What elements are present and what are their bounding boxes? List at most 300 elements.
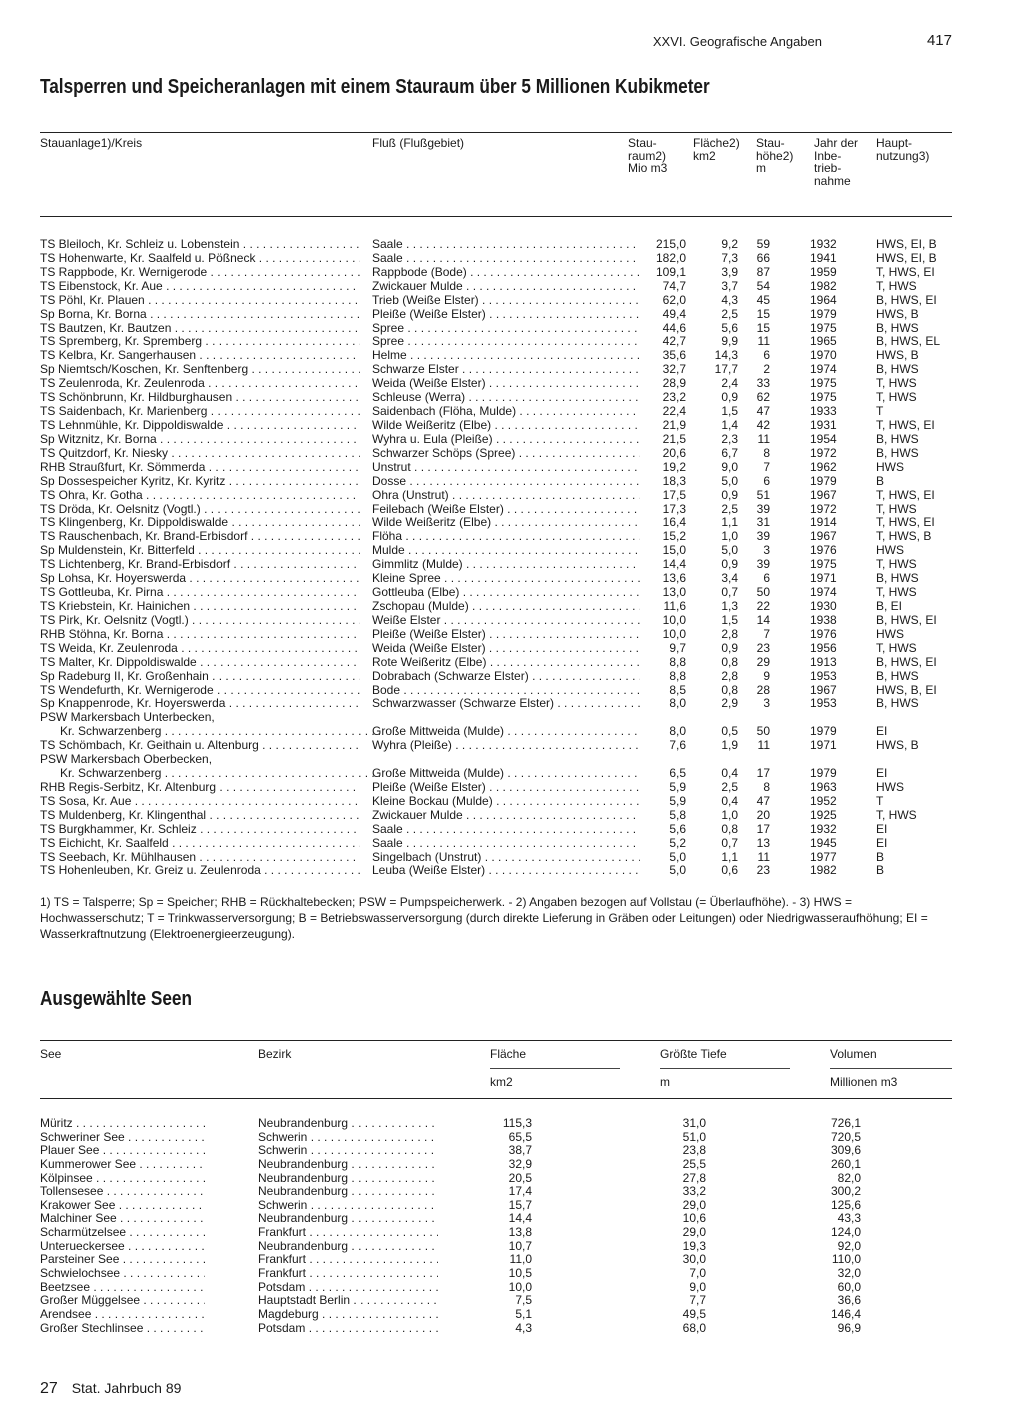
cell-area: 2,4 xyxy=(721,376,738,391)
table-row xyxy=(40,1280,940,1294)
page-footer xyxy=(40,1380,181,1398)
cell-year: 1953 xyxy=(810,696,837,711)
cell-station: Sp Muldenstein, Kr. Bitterfeld . . . xyxy=(40,543,360,557)
cell-year: 1933 xyxy=(810,404,837,419)
page-number: 417 xyxy=(926,32,952,49)
cell-height: 8 xyxy=(763,445,770,460)
cell-area: 17,7 xyxy=(714,362,738,377)
cell-volume: 32,0 xyxy=(837,1266,861,1281)
cell-volume: 43,3 xyxy=(837,1211,861,1226)
table-row xyxy=(40,279,952,293)
table-row xyxy=(40,1307,940,1321)
table-row xyxy=(40,710,952,724)
cell-river: Mulde . . . xyxy=(372,543,640,557)
cell-year: 1967 xyxy=(810,682,837,697)
cell-volume: 96,9 xyxy=(837,1320,861,1335)
table-row xyxy=(40,641,952,655)
cell-volume: 17,5 xyxy=(662,487,686,502)
cell-district: Frankfurt . . . xyxy=(258,1225,438,1239)
cell-volume: 8,5 xyxy=(669,682,686,697)
cell-lake: Kölpinsee . . . xyxy=(40,1171,205,1185)
cell-use: T xyxy=(876,793,884,808)
cell-volume: 15,2 xyxy=(662,529,686,544)
table-row xyxy=(40,488,952,502)
cell-volume: 5,8 xyxy=(669,807,686,822)
cell-station: TS Zeulenroda, Kr. Zeulenroda . . . xyxy=(40,376,360,390)
cell-volume: 15,0 xyxy=(662,543,686,558)
cell-height: 62 xyxy=(756,390,770,405)
cell-use: B, HWS, EI xyxy=(876,654,937,669)
cell-station: TS Malter, Kr. Dippoldiswalde . . . xyxy=(40,655,360,669)
cell-area: 9,0 xyxy=(721,459,738,474)
cell-volume: 62,0 xyxy=(662,292,686,307)
cell-volume: 44,6 xyxy=(662,320,686,335)
cell-height: 23 xyxy=(756,863,770,878)
cell-river: Gottleuba (Elbe) . . . xyxy=(372,585,640,599)
cell-area: 2,9 xyxy=(721,696,738,711)
cell-area: 14,4 xyxy=(508,1211,532,1226)
cell-lake: Kummerower See . . . xyxy=(40,1157,205,1171)
cell-volume: 14,4 xyxy=(662,557,686,572)
table-row xyxy=(40,1293,940,1307)
volume-line: raum2) xyxy=(628,148,667,163)
cell-use: EI xyxy=(876,835,888,850)
cell-height: 11 xyxy=(757,738,770,753)
cell-district: Schwerin . . . xyxy=(258,1198,438,1212)
unit-volume: Millionen m3 xyxy=(830,1075,898,1089)
cell-volume: 726,1 xyxy=(830,1116,861,1130)
unit-depth: m xyxy=(660,1075,670,1089)
cell-volume: 182,0 xyxy=(655,250,686,265)
lakes-table-body xyxy=(40,1116,940,1334)
cell-station: TS Bleiloch, Kr. Schleiz u. Lobenstein . . . xyxy=(40,237,360,251)
cell-use: B, HWS, EI xyxy=(876,292,937,307)
cell-station: TS Kriebstein, Kr. Hainichen . . . xyxy=(40,599,360,613)
year-line: Jahr der xyxy=(814,136,859,150)
col-header-area xyxy=(693,137,740,162)
cell-station: TS Wendefurth, Kr. Wernigerode . . . xyxy=(40,683,360,697)
table-row xyxy=(40,404,952,418)
table-row xyxy=(40,794,952,808)
cell-station: TS Quitzdorf, Kr. Niesky . . . xyxy=(40,446,360,460)
cell-area: 32,9 xyxy=(508,1156,532,1171)
cell-use: HWS, EI, B xyxy=(876,250,937,265)
cell-volume: 125,6 xyxy=(830,1197,861,1212)
cell-height: 2 xyxy=(763,362,770,377)
cell-district: Schwerin . . . xyxy=(258,1130,438,1144)
cell-use: T, HWS, B xyxy=(876,529,932,544)
cell-year: 1976 xyxy=(810,626,837,641)
cell-height: 39 xyxy=(756,529,770,544)
cell-volume: 6,5 xyxy=(669,766,686,781)
cell-year: 1979 xyxy=(810,306,837,321)
cell-area: 1,1 xyxy=(721,849,738,864)
cell-river: Spree . . . xyxy=(372,334,640,348)
table-row xyxy=(40,529,952,543)
unit-rule-area xyxy=(490,1068,620,1069)
cell-volume: 21,9 xyxy=(662,417,686,432)
cell-area: 2,5 xyxy=(721,306,738,321)
cell-area: 11,0 xyxy=(509,1252,532,1267)
cell-volume: 260,1 xyxy=(830,1156,861,1171)
cell-area: 0,9 xyxy=(721,390,738,405)
cell-use: T xyxy=(876,404,884,419)
cell-area: 3,4 xyxy=(721,571,738,586)
cell-river: Wilde Weißeritz (Elbe) . . . xyxy=(372,418,640,432)
cell-river: Saidenbach (Flöha, Mulde) . . . xyxy=(372,404,640,418)
cell-area: 4,3 xyxy=(515,1320,532,1335)
cell-volume: 109,1 xyxy=(655,264,686,279)
cell-height: 11 xyxy=(757,334,770,349)
table-row xyxy=(40,822,952,836)
cell-height: 42 xyxy=(756,417,770,432)
cell-district: Neubrandenburg . . . xyxy=(258,1171,438,1185)
cell-use: HWS, B xyxy=(876,348,919,363)
cell-volume: 5,0 xyxy=(669,863,686,878)
cell-use: HWS xyxy=(876,543,904,558)
area-line: km2 xyxy=(693,148,716,163)
height-line: Stau- xyxy=(756,136,785,150)
cell-station: TS Sosa, Kr. Aue . . . xyxy=(40,794,360,808)
cell-area: 1,1 xyxy=(721,515,738,530)
cell-height: 29 xyxy=(756,654,770,669)
table-row xyxy=(40,1239,940,1253)
cell-year: 1971 xyxy=(810,738,837,753)
cell-area: 1,9 xyxy=(721,738,738,753)
cell-depth: 29,0 xyxy=(682,1197,706,1212)
cell-height: 15 xyxy=(756,306,770,321)
cell-use: HWS xyxy=(876,626,904,641)
cell-volume: 5,0 xyxy=(669,849,686,864)
cell-area: 38,7 xyxy=(508,1143,532,1158)
cell-volume: 21,5 xyxy=(662,431,686,446)
cell-river: Weida (Weiße Elster) . . . xyxy=(372,641,640,655)
cell-depth: 23,8 xyxy=(682,1143,706,1158)
cell-station: TS Eichicht, Kr. Saalfeld . . . xyxy=(40,836,360,850)
cell-area: 10,5 xyxy=(508,1266,532,1281)
reservoirs-table-title: Talsperren und Speicheranlagen mit einem Stauraum über 5 Millionen Kubikmeter xyxy=(40,76,710,98)
cell-river: Dobrabach (Schwarze Elster) . . . xyxy=(372,669,640,683)
cell-station: TS Weida, Kr. Zeulenroda . . . xyxy=(40,641,360,655)
cell-station: RHB Straußfurt, Kr. Sömmerda . . . xyxy=(40,460,360,474)
cell-river: Wyhra u. Eula (Pleiße) . . . xyxy=(372,432,640,446)
cell-height: 14 xyxy=(756,612,770,627)
cell-height: 7 xyxy=(763,626,770,641)
cell-river: Unstrut . . . xyxy=(372,460,640,474)
cell-depth: 25,5 xyxy=(682,1156,706,1171)
height-line: m xyxy=(756,161,766,175)
cell-area: 5,0 xyxy=(721,473,738,488)
cell-year: 1945 xyxy=(810,835,837,850)
cell-height: 66 xyxy=(756,250,770,265)
cell-volume: 215,0 xyxy=(655,237,686,251)
cell-river: Pleiße (Weiße Elster) . . . xyxy=(372,307,640,321)
table-row xyxy=(40,1116,940,1130)
cell-river: Saale . . . xyxy=(372,237,640,251)
cell-station: Sp Niemtsch/Koschen, Kr. Senftenberg . . . xyxy=(40,362,360,376)
cell-station: Sp Lohsa, Kr. Hoyerswerda . . . xyxy=(40,571,360,585)
cell-volume: 5,2 xyxy=(669,835,686,850)
cell-height: 51 xyxy=(756,487,770,502)
cell-lake: Großer Stechlinsee . . . xyxy=(40,1321,205,1335)
cell-height: 39 xyxy=(756,557,770,572)
cell-year: 1963 xyxy=(810,779,837,794)
cell-volume: 92,0 xyxy=(837,1238,861,1253)
cell-height: 8 xyxy=(763,779,770,794)
cell-station: RHB Stöhna, Kr. Borna . . . xyxy=(40,627,360,641)
cell-area: 1,5 xyxy=(721,612,738,627)
table-row xyxy=(40,613,952,627)
cell-volume: 32,7 xyxy=(662,362,686,377)
cell-volume: 10,0 xyxy=(662,612,686,627)
cell-river: Große Mittweida (Mulde) . . . xyxy=(372,724,640,738)
col-header-lake: See xyxy=(40,1047,62,1061)
cell-area: 3,7 xyxy=(721,278,738,293)
cell-station: TS Lichtenberg, Kr. Brand-Erbisdorf . . . xyxy=(40,557,360,571)
cell-river: Zwickauer Mulde . . . xyxy=(372,279,640,293)
reservoirs-table-body xyxy=(40,237,952,877)
cell-use: HWS, B xyxy=(876,738,919,753)
cell-use: B, HWS, EI xyxy=(876,612,937,627)
cell-river: Große Mittweida (Mulde) . . . xyxy=(372,766,640,780)
cell-station: TS Klingenberg, Kr. Dippoldiswalde . . . xyxy=(40,515,360,529)
cell-river: Singelbach (Unstrut) . . . xyxy=(372,850,640,864)
cell-station: TS Hohenleuben, Kr. Greiz u. Zeulenroda . . . xyxy=(40,863,360,877)
table-row xyxy=(40,585,952,599)
cell-area: 10,7 xyxy=(508,1238,532,1253)
cell-district: Magdeburg . . . xyxy=(258,1307,438,1321)
cell-use: EI xyxy=(876,724,888,739)
cell-year: 1913 xyxy=(810,654,837,669)
cell-use: B, HWS xyxy=(876,320,919,335)
cell-use: T, HWS xyxy=(876,640,917,655)
cell-volume: 28,9 xyxy=(662,376,686,391)
cell-volume: 10,0 xyxy=(662,626,686,641)
cell-district: Neubrandenburg . . . xyxy=(258,1157,438,1171)
cell-year: 1959 xyxy=(810,264,837,279)
cell-river: Flöha . . . xyxy=(372,529,640,543)
cell-height: 9 xyxy=(763,668,770,683)
col-header-lake-volume: Volumen xyxy=(830,1047,877,1061)
cell-use: B xyxy=(876,849,885,864)
cell-area: 0,4 xyxy=(721,793,738,808)
table-row xyxy=(40,515,952,529)
cell-area: 0,6 xyxy=(721,863,738,878)
table-row xyxy=(40,1252,940,1266)
cell-year: 1931 xyxy=(810,417,837,432)
cell-district: Neubrandenburg . . . xyxy=(258,1116,438,1130)
table-row xyxy=(40,808,952,822)
cell-depth: 68,0 xyxy=(682,1320,706,1335)
cell-year: 1932 xyxy=(810,821,837,836)
cell-year: 1914 xyxy=(810,515,837,530)
col-header-lake-depth: Größte Tiefe xyxy=(660,1047,727,1061)
cell-lake: Malchiner See . . . xyxy=(40,1211,205,1225)
footer-source: Stat. Jahrbuch 89 xyxy=(71,1380,182,1396)
cell-depth: 29,0 xyxy=(682,1225,706,1240)
cell-area: 3,9 xyxy=(721,264,738,279)
cell-volume: 5,6 xyxy=(669,821,686,836)
cell-use: B, EI xyxy=(876,598,903,613)
cell-river: Schwarzer Schöps (Spree) . . . xyxy=(372,446,640,460)
year-line: nahme xyxy=(814,173,851,188)
cell-district: Frankfurt . . . xyxy=(258,1266,438,1280)
year-line: trieb- xyxy=(814,161,842,175)
table-row xyxy=(40,418,952,432)
table-row xyxy=(40,251,952,265)
cell-area: 0,9 xyxy=(721,557,738,572)
cell-area: 0,4 xyxy=(721,766,738,781)
cell-station: Kr. Schwarzenberg . . . xyxy=(60,724,380,738)
cell-year: 1971 xyxy=(810,571,837,586)
col-header-volume xyxy=(628,137,667,175)
cell-area: 2,3 xyxy=(721,431,738,446)
cell-height: 6 xyxy=(763,473,770,488)
cell-height: 15 xyxy=(756,320,770,335)
cell-area: 0,9 xyxy=(721,487,738,502)
cell-use: B, HWS xyxy=(876,445,919,460)
use-line: nutzung3) xyxy=(876,148,930,163)
cell-use: T, HWS xyxy=(876,278,917,293)
cell-year: 1954 xyxy=(810,431,837,446)
volume-line: Mio m3 xyxy=(628,161,668,175)
cell-area: 0,7 xyxy=(721,585,738,600)
cell-station: TS Schönbrunn, Kr. Hildburghausen . . . xyxy=(40,390,360,404)
cell-area: 1,0 xyxy=(721,807,738,822)
cell-area: 9,2 xyxy=(721,237,738,251)
cell-district: Neubrandenburg . . . xyxy=(258,1184,438,1198)
cell-use: HWS, EI, B xyxy=(876,237,937,251)
cell-station: TS Dröda, Kr. Oelsnitz (Vogtl.) . . . xyxy=(40,502,360,516)
cell-volume: 17,3 xyxy=(662,501,686,516)
cell-station: TS Ohra, Kr. Gotha . . . xyxy=(40,488,360,502)
cell-river: Spree . . . xyxy=(372,321,640,335)
cell-district: Potsdam . . . xyxy=(258,1321,438,1335)
cell-year: 1930 xyxy=(810,598,837,613)
col-header-station: Stauanlage1)/Kreis xyxy=(40,136,143,150)
cell-year: 1977 xyxy=(810,849,837,864)
cell-year: 1982 xyxy=(810,863,837,878)
cell-district: Hauptstadt Berlin . . . xyxy=(258,1293,438,1307)
cell-height: 6 xyxy=(763,571,770,586)
cell-river: Wilde Weißeritz (Elbe) . . . xyxy=(372,515,640,529)
col-header-district: Bezirk xyxy=(258,1047,292,1061)
table-row xyxy=(40,696,952,710)
lakes-table-title: Ausgewählte Seen xyxy=(40,988,192,1010)
cell-volume: 720,5 xyxy=(830,1129,861,1144)
cell-station: TS Muldenberg, Kr. Klingenthal . . . xyxy=(40,808,360,822)
cell-river: Kleine Spree . . . xyxy=(372,571,640,585)
table-row xyxy=(40,1171,940,1185)
cell-year: 1941 xyxy=(810,250,837,265)
cell-height: 7 xyxy=(763,459,770,474)
area-line: Fläche2) xyxy=(693,136,740,150)
cell-year: 1982 xyxy=(810,278,837,293)
cell-station: TS Spremberg, Kr. Spremberg . . . xyxy=(40,334,360,348)
cell-use: T, HWS xyxy=(876,807,917,822)
cell-use: B, HWS xyxy=(876,431,919,446)
cell-station: TS Hohenwarte, Kr. Saalfeld u. Pößneck . . . xyxy=(40,251,360,265)
cell-use: T, HWS xyxy=(876,501,917,516)
cell-height: 17 xyxy=(756,766,770,781)
cell-year: 1972 xyxy=(810,501,837,516)
table-row xyxy=(40,265,952,279)
cell-area: 7,5 xyxy=(515,1293,532,1308)
cell-river: Schwarzwasser (Schwarze Elster) . . . xyxy=(372,696,640,710)
cell-lake: Schweriner See . . . xyxy=(40,1130,205,1144)
cell-use: HWS, B, EI xyxy=(876,682,937,697)
table-row xyxy=(40,599,952,613)
cell-river: Saale . . . xyxy=(372,822,640,836)
chapter-title: XXVI. Geografische Angaben xyxy=(652,34,822,49)
table-row xyxy=(40,432,952,446)
cell-use: T, HWS xyxy=(876,585,917,600)
cell-height: 6 xyxy=(763,348,770,363)
running-header xyxy=(40,32,952,52)
cell-station: TS Rappbode, Kr. Wernigerode . . . xyxy=(40,265,360,279)
year-line: Inbe- xyxy=(814,148,842,163)
cell-area: 0,8 xyxy=(721,654,738,669)
cell-station: Sp Radeburg II, Kr. Großenhain . . . xyxy=(40,669,360,683)
table-row xyxy=(40,307,952,321)
cell-use: T, HWS xyxy=(876,557,917,572)
cell-station: TS Saidenbach, Kr. Marienberg . . . xyxy=(40,404,360,418)
cell-area: 6,7 xyxy=(721,445,738,460)
cell-station: TS Pirk, Kr. Oelsnitz (Vogtl.) . . . xyxy=(40,613,360,627)
cell-year: 1967 xyxy=(810,487,837,502)
cell-station: TS Seebach, Kr. Mühlhausen . . . xyxy=(40,850,360,864)
cell-district: Potsdam . . . xyxy=(258,1280,438,1294)
cell-volume: 22,4 xyxy=(662,404,686,419)
table-row xyxy=(40,237,952,251)
cell-volume: 11,6 xyxy=(663,598,686,613)
table-row xyxy=(40,1143,940,1157)
cell-year: 1965 xyxy=(810,334,837,349)
table-row xyxy=(40,683,952,697)
cell-area: 2,5 xyxy=(721,501,738,516)
cell-lake: Arendsee . . . xyxy=(40,1307,205,1321)
cell-depth: 7,0 xyxy=(689,1266,706,1281)
cell-height: 17 xyxy=(756,821,770,836)
cell-year: 1974 xyxy=(810,362,837,377)
cell-depth: 27,8 xyxy=(682,1170,706,1185)
cell-area: 2,5 xyxy=(721,779,738,794)
cell-volume: 5,9 xyxy=(669,779,686,794)
table-row xyxy=(40,321,952,335)
cell-river: Pleiße (Weiße Elster) . . . xyxy=(372,627,640,641)
cell-area: 0,8 xyxy=(721,682,738,697)
cell-height: 22 xyxy=(756,598,770,613)
cell-river: Rote Weißeritz (Elbe) . . . xyxy=(372,655,640,669)
cell-year: 1972 xyxy=(810,445,837,460)
table1-header-rule xyxy=(40,216,952,217)
cell-river: Saale . . . xyxy=(372,251,640,265)
col-header-lake-area: Fläche xyxy=(490,1047,527,1061)
cell-volume: 35,6 xyxy=(662,348,686,363)
cell-volume: 309,6 xyxy=(830,1143,861,1158)
cell-use: T, HWS, EI xyxy=(876,417,935,432)
cell-year: 1967 xyxy=(810,529,837,544)
cell-year: 1925 xyxy=(810,807,837,822)
cell-year: 1975 xyxy=(810,376,837,391)
cell-use: B, HWS xyxy=(876,668,919,683)
table-row xyxy=(40,1184,940,1198)
cell-area: 20,5 xyxy=(508,1170,532,1185)
cell-volume: 16,4 xyxy=(662,515,686,530)
cell-river: Ohra (Unstrut) . . . xyxy=(372,488,640,502)
cell-area: 9,9 xyxy=(721,334,738,349)
cell-river: Zwickauer Mulde . . . xyxy=(372,808,640,822)
